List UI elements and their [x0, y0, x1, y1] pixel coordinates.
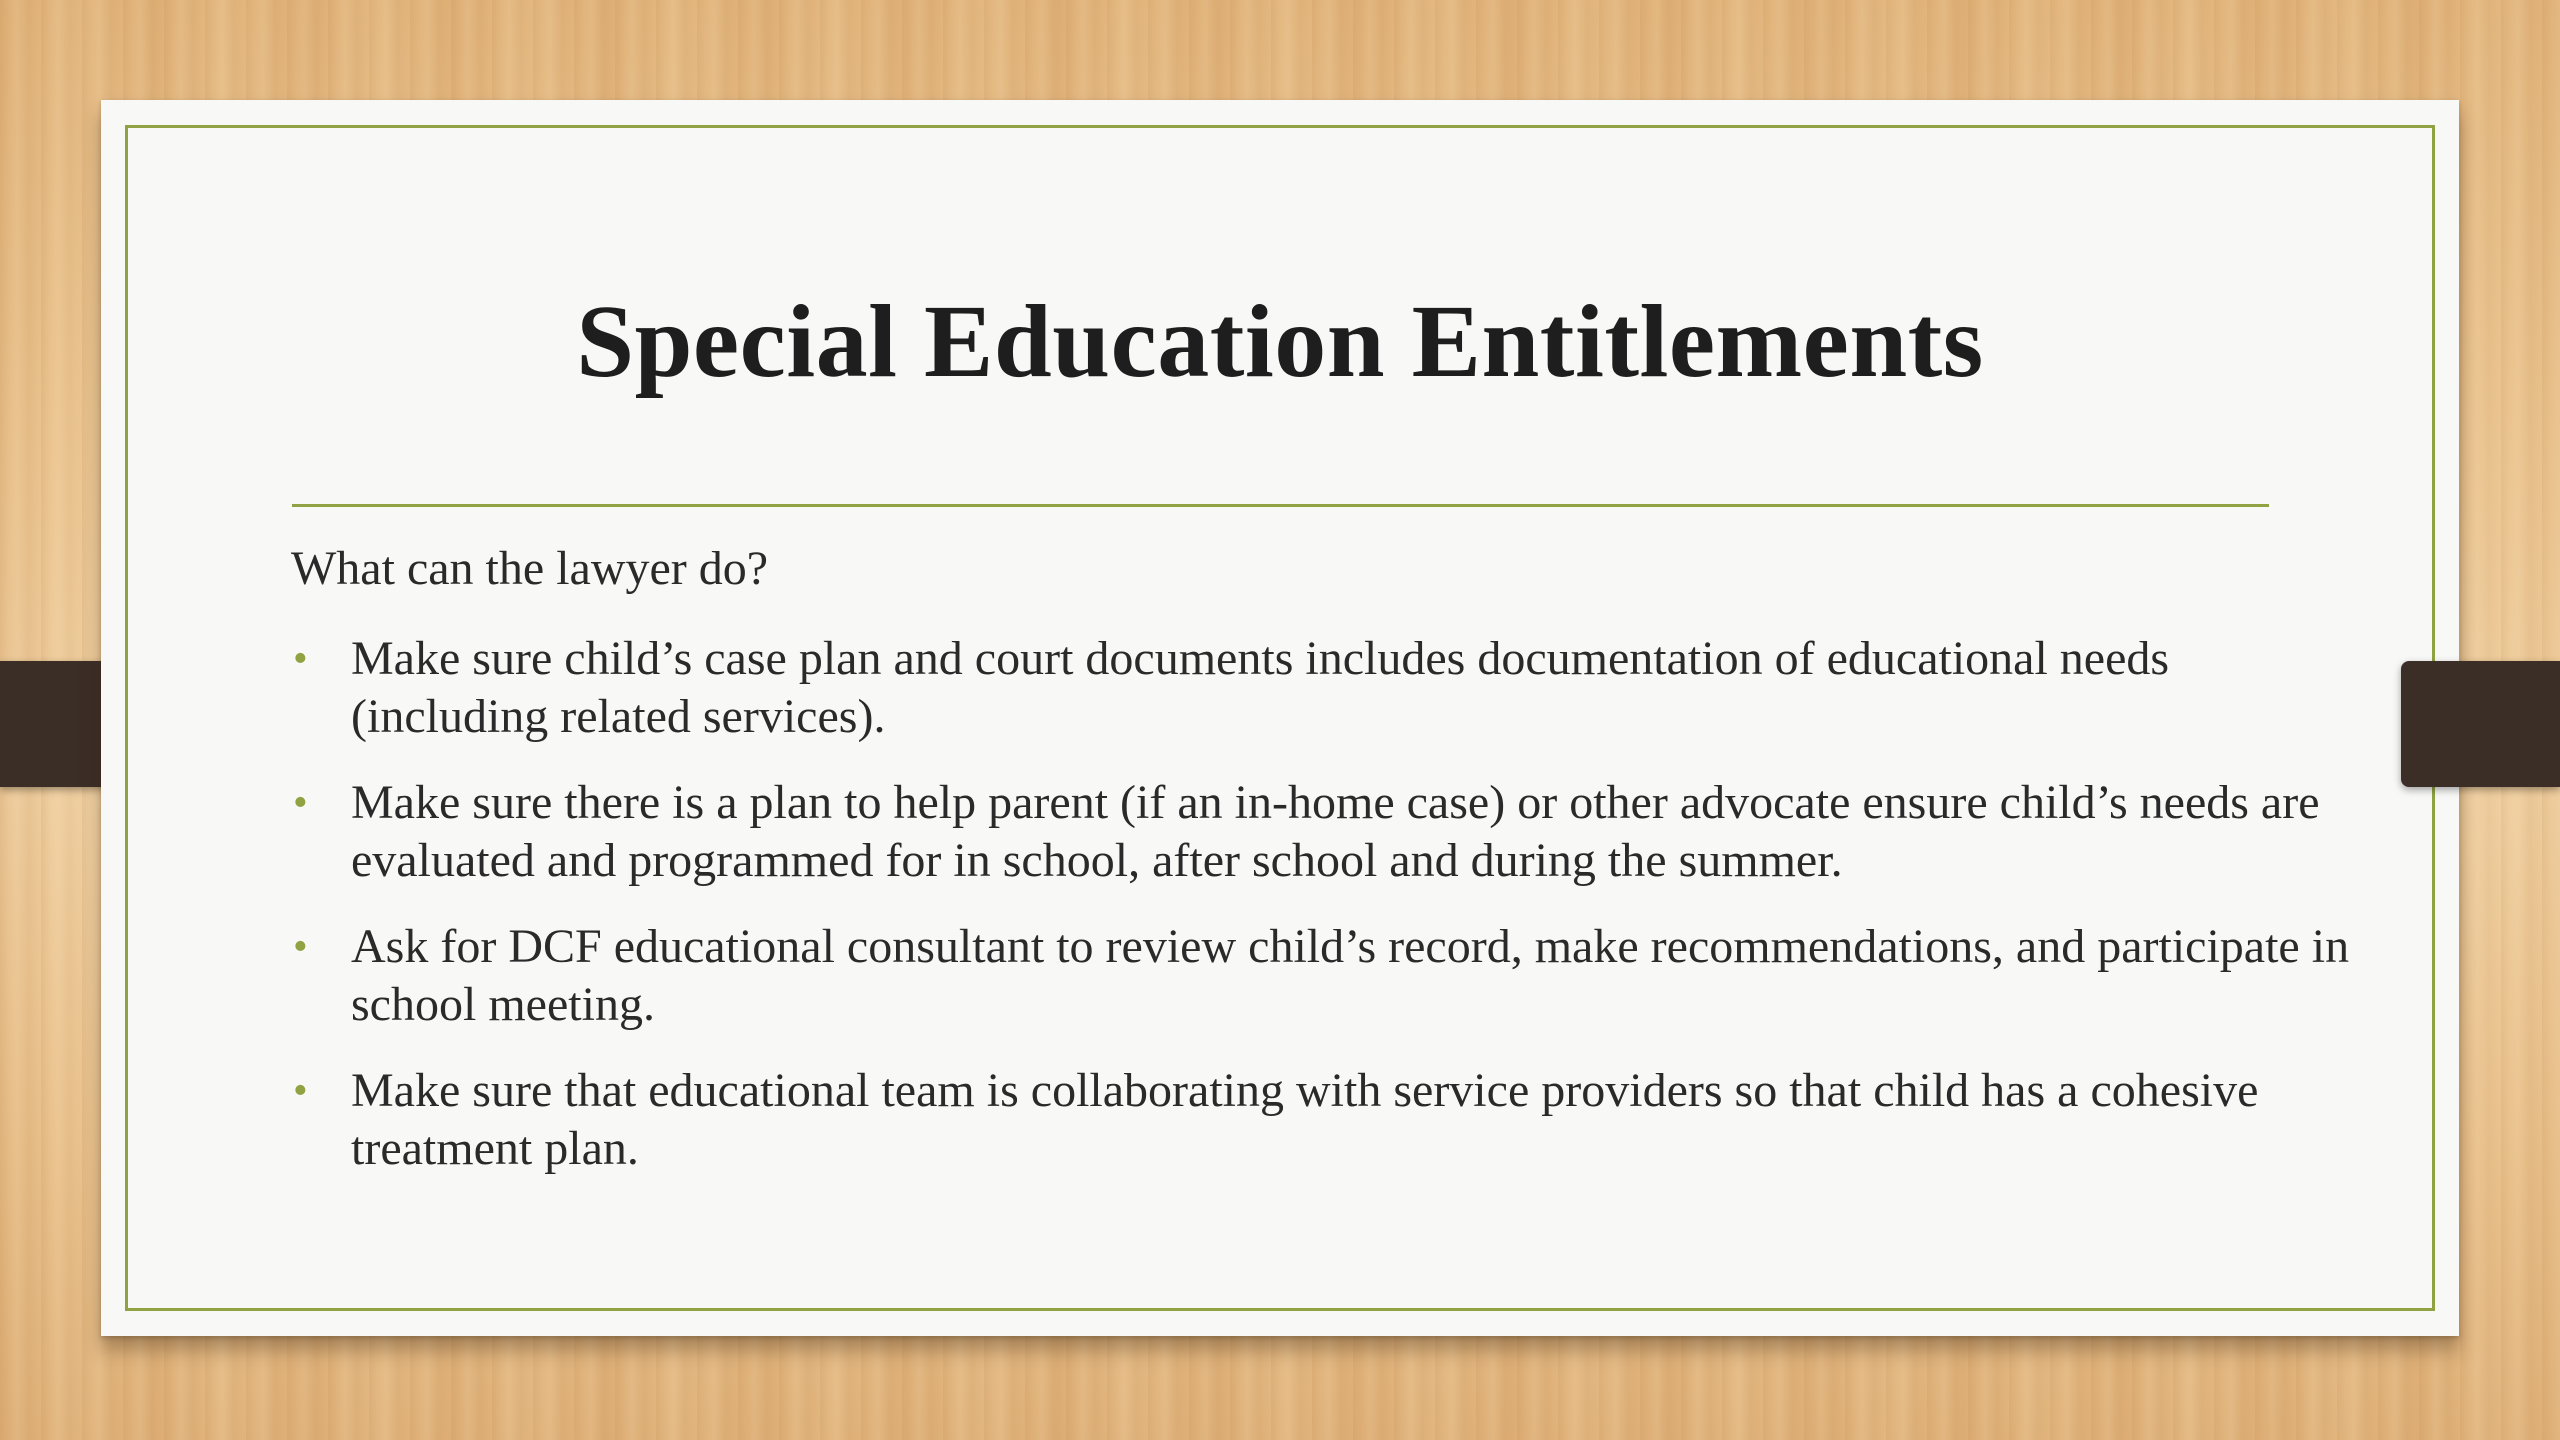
right-clip [2401, 661, 2560, 787]
bullet-list [291, 630, 2371, 1206]
bullet-text: Make sure that educational team is collaborating with service providers so that child has a cohesive treatment plan. [351, 1064, 2259, 1175]
bullet-dot-icon: • [293, 780, 308, 826]
bullet-item [291, 630, 2371, 746]
slide-title: Special Education Entitlements [576, 284, 1984, 399]
title-divider [292, 504, 2269, 507]
intro-text: What can the lawyer do? [291, 542, 769, 595]
bullet-text: Make sure child’s case plan and court documents includes documentation of educational needs (including related services). [351, 632, 2170, 743]
bullet-dot-icon: • [293, 1068, 308, 1114]
bullet-item [291, 774, 2371, 890]
bullet-dot-icon: • [293, 924, 308, 970]
bullet-item [291, 918, 2371, 1034]
slide-card [101, 100, 2459, 1336]
bullet-text: Ask for DCF educational consultant to review child’s record, make recommendations, and participate in school meeting. [351, 920, 2350, 1031]
bullet-item [291, 1062, 2371, 1178]
bullet-text: Make sure there is a plan to help parent (if an in-home case) or other advocate ensure child’s needs are evaluated and programmed for in school, after school and during the summer. [351, 776, 2320, 887]
bullet-dot-icon: • [293, 636, 308, 682]
